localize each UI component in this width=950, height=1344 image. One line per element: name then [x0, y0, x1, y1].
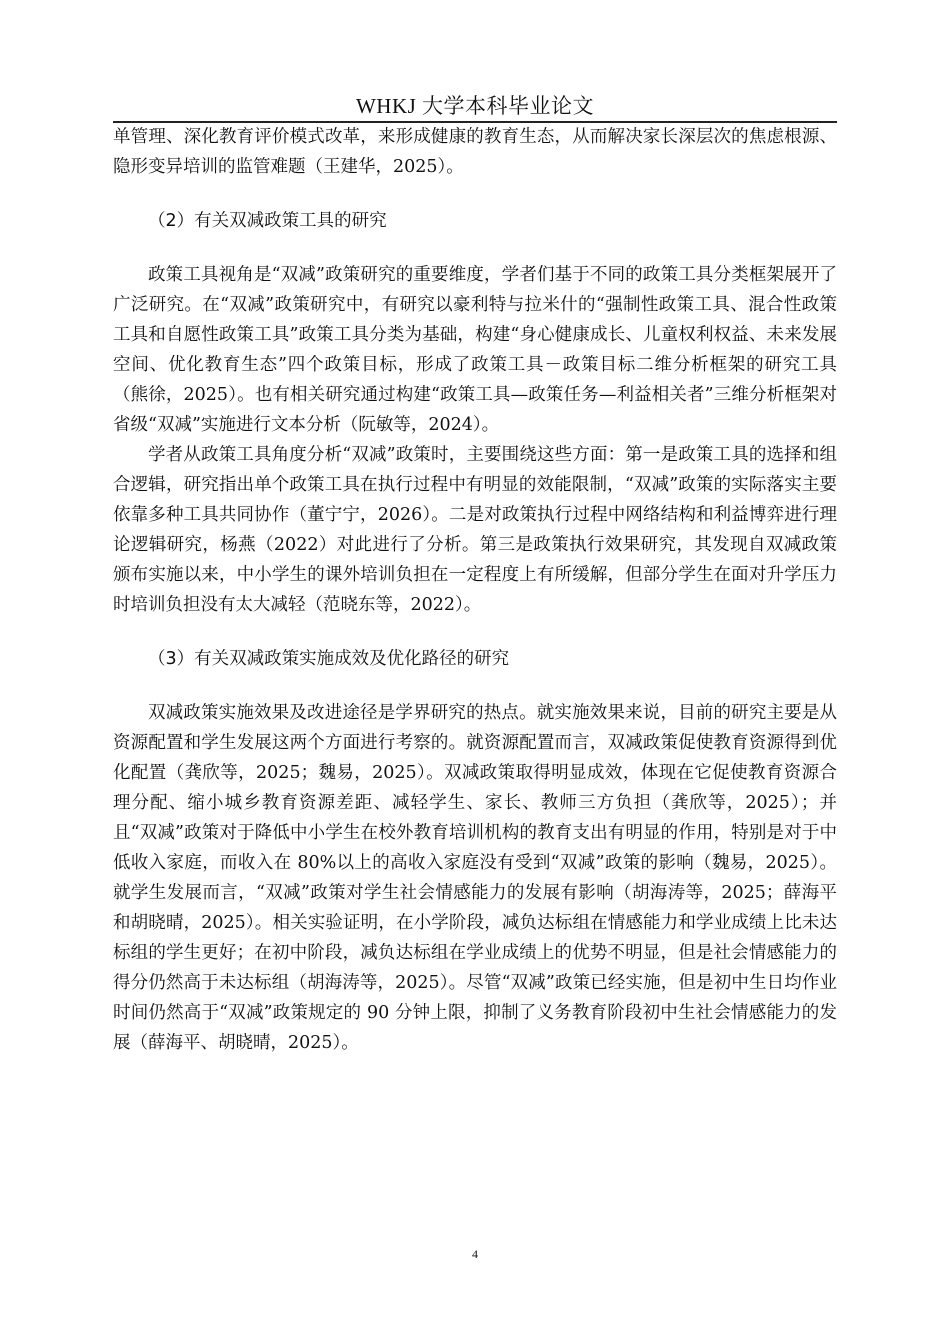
- paragraph: 政策工具视角是“双减”政策研究的重要维度，学者们基于不同的政策工具分类框架展开了广泛研究。在“双减”政策研究中，有研究以豪利特与拉米什的“强制性政策工具、混合性政策工具和自愿性政策工具”政策工具分类为基础，构建“身心健康成长、儿童权利权益、未来发展空间、优化教育生态”四个政策目标，形成了政策工具－政策目标二维分析框架的研究工具（熊徐，2025）。也有相关研究通过构建“政策工具—政策任务—利益相关者”三维分析框架对省级“双减”实施进行文本分析（阮敏等，2024）。: [113, 265, 837, 435]
- page-number: 4: [472, 1247, 478, 1261]
- continuation-paragraph: 单管理、深化教育评价模式改革，来形成健康的教育生态，从而解决家长深层次的焦虑根源、隐形变异培训的监管难题（王建华，2025）。: [113, 127, 837, 177]
- paragraph: 双减政策实施效果及改进途径是学界研究的热点。就实施效果来说，目前的研究主要是从资源配置和学生发展这两个方面进行考察的。就资源配置而言，双减政策促使教育资源得到优化配置（龚欣等，2025；魏易，2025）。双减政策取得明显成效，体现在它促使教育资源合理分配、缩小城乡教育资源差距、减轻学生、家长、教师三方负担（龚欣等，2025）；并且“双减”政策对于降低中小学生在校外教育培训机构的教育支出有明显的作用，特别是对于中低收入家庭，而收入在 80%以上的高收入家庭没有受到“双减”政策的影响（魏易，2025）。就学生发展而言，“双减”政策对学生社会情感能力的发展有影响（胡海涛等，2025；薛海平和胡晓晴，2025）。相关实验证明，在小学阶段，减负达标组在情感能力和学业成绩上比未达标组的学生更好；在初中阶段，减负达标组在学业成绩上的优势不明显，但是社会情感能力的得分仍然高于未达标组（胡海涛等，2025）。尽管“双减”政策已经实施，但是初中生日均作业时间仍然高于“双减”政策规定的 90 分钟上限，抑制了义务教育阶段初中生社会情感能力的发展（薛海平、胡晓晴，2025）。: [113, 703, 837, 1053]
- running-header: WHKJ 大学本科毕业论文: [355, 94, 595, 118]
- section-heading-2: （2）有关双减政策工具的研究: [148, 211, 387, 231]
- paragraph: 学者从政策工具角度分析“双减”政策时，主要围绕这些方面：第一是政策工具的选择和组合逻辑，研究指出单个政策工具在执行过程中有明显的效能限制，“双减”政策的实际落实主要依靠多种工具共同协作（董宁宁，2026）。二是对政策执行过程中网络结构和利益博弈进行理论逻辑研究，杨燕（2022）对此进行了分析。第三是政策执行效果研究，其发现自双减政策颁布实施以来，中小学生的课外培训负担在一定程度上有所缓解，但部分学生在面对升学压力时培训负担没有太大减轻（范晓东等，2022）。: [113, 445, 837, 615]
- body-text: [113, 122, 837, 1058]
- section-heading-3: （3）有关双减政策实施成效及优化路径的研究: [148, 649, 510, 669]
